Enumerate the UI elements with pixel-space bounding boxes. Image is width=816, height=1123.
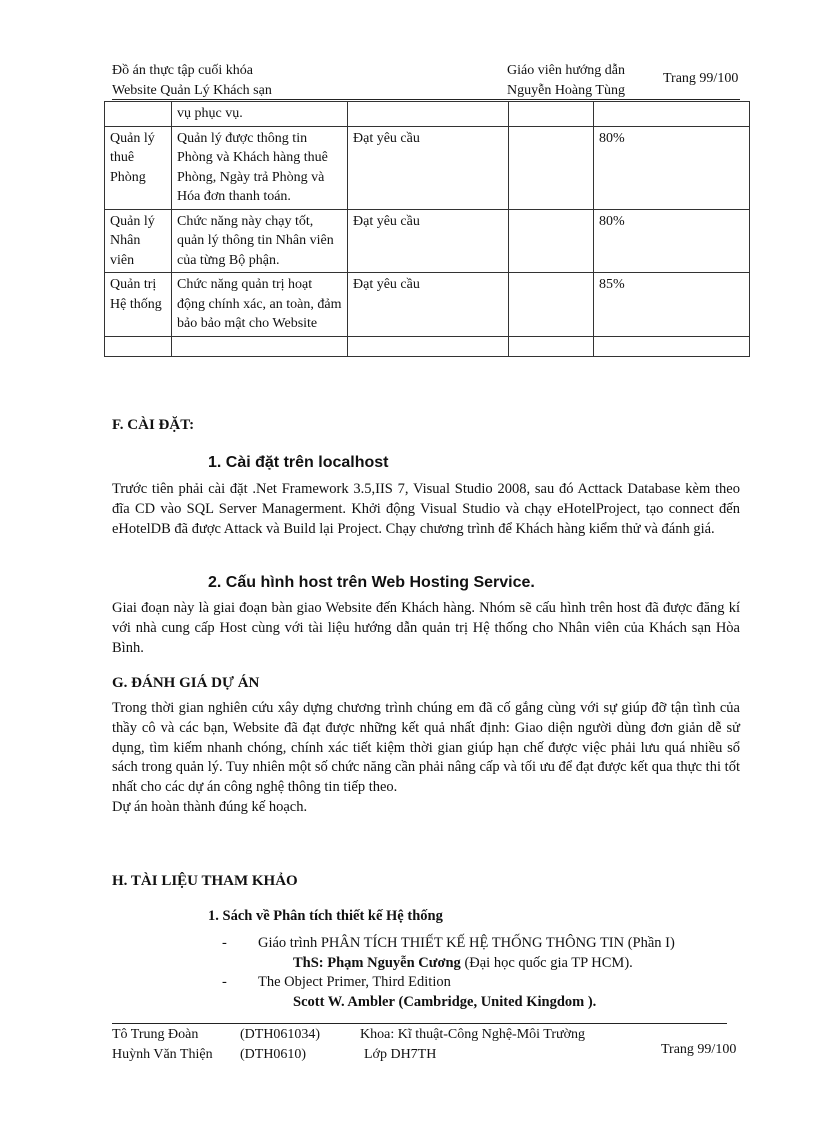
footer-student-2-name: Huỳnh Văn Thiện: [112, 1047, 213, 1062]
header-website-title: Website Quản Lý Khách sạn: [112, 83, 272, 98]
table-cell-note: [509, 209, 594, 273]
table-cell-note: [509, 126, 594, 209]
header-page-number: Trang 99/100: [663, 71, 739, 86]
table-row: [105, 209, 750, 273]
section-f-para1: Trước tiên phải cài đặt .Net Framework 3.5,IIS 7, Visual Studio 2008, sau đó Acttack Database kèm theo đĩa CD vào SQL Server Managerment. Khởi động Visual Studio và chạy eHotelProject, tạo connect đến eHotelDB đã được Attack và Build lại Project. Chạy chương trình để Khách hàng kiểm thử và đánh giá.: [112, 481, 740, 537]
table-cell-result: Đạt yêu cầu: [348, 126, 509, 209]
table-cell-note: [509, 273, 594, 337]
reference-1-source: (Đại học quốc gia TP HCM).: [464, 955, 633, 971]
reference-bullet: -: [222, 974, 227, 990]
section-h-title: H. TÀI LIỆU THAM KHẢO: [112, 873, 298, 889]
reference-bullet: -: [222, 935, 227, 951]
table-cell-percent: 85%: [594, 273, 750, 337]
footer-student-1-name: Tô Trung Đoàn: [112, 1027, 199, 1042]
section-g-para: Trong thời gian nghiên cứu xây dựng chương trình chúng em đã cố gắng cùng với sự giúp đỡ tận tình của thầy cô và các bạn, Website đã đạt được những kết quả nhất định: Giao diện người dùng đơn giản dễ sử dụng, tìm kiếm nhanh chóng, chính xác tiết kiệm thời gian giúp hạn chế được việc phải lưu quá nhiều sổ sách trong quản lý. Tuy nhiên một số chức năng cần phải nâng cấp và tối ưu để đạt được kết qua thực thi tốt nhất cho các dự án công nghệ thông tin tiếp theo.: [112, 700, 740, 796]
table-cell-description: Chức năng này chạy tốt, quản lý thông tin Nhân viên của từng Bộ phận.: [172, 209, 348, 273]
reference-2-source: (Cambridge, United Kingdom ).: [398, 994, 597, 1010]
table-row: [105, 102, 750, 127]
section-g-title: G. ĐÁNH GIÁ DỰ ÁN: [112, 675, 260, 691]
footer-faculty: Khoa: Kĩ thuật-Công Nghệ-Môi Trường: [360, 1027, 585, 1042]
table-row: [105, 273, 750, 337]
reference-1-author: ThS: Phạm Nguyễn Cương: [293, 955, 461, 971]
section-f-title: F. CÀI ĐẶT:: [112, 417, 195, 433]
section-g-conclusion: Dự án hoàn thành đúng kế hoạch.: [112, 799, 308, 815]
reference-1-author-line: [293, 953, 633, 973]
footer-divider: [112, 1023, 727, 1024]
table-cell-function: Quản trị Hệ thống: [105, 273, 172, 337]
results-table: [104, 101, 750, 357]
header-divider: [112, 99, 740, 100]
table-cell-percent: 80%: [594, 126, 750, 209]
footer-student-2-id: (DTH0610): [240, 1047, 307, 1062]
header-project-title: Đồ án thực tập cuối khóa: [112, 63, 253, 78]
reference-2-author: Scott W. Ambler: [293, 994, 395, 1010]
section-h-sub1: 1. Sách về Phân tích thiết kế Hệ thống: [208, 908, 443, 924]
section-f-sub2: 2. Cấu hình host trên Web Hosting Service.: [208, 574, 535, 591]
table-row-empty: [105, 336, 750, 356]
reference-2-title: The Object Primer, Third Edition: [258, 974, 451, 990]
table-cell-description: Chức năng quản trị hoạt động chính xác, an toàn, đảm bảo bảo mật cho Website: [172, 273, 348, 337]
header-advisor-name: Nguyễn Hoàng Tùng: [507, 83, 625, 98]
section-f-sub1: 1. Cài đặt trên localhost: [208, 454, 389, 471]
table-cell-function: Quản lý Nhân viên: [105, 209, 172, 273]
header-advisor-label: Giáo viên hướng dẫn: [507, 63, 626, 78]
footer-page-number: Trang 99/100: [661, 1042, 737, 1057]
section-f-para2: Giai đoạn này là giai đoạn bàn giao Website đến Khách hàng. Nhóm sẽ cấu hình trên host đã được đăng kí với nhà cung cấp Host cùng với tài liệu hướng dẫn quản trị Hệ thống cho Nhân viên của Khách sạn Hòa Bình.: [112, 600, 740, 656]
table-cell-result: Đạt yêu cầu: [348, 273, 509, 337]
table-cell-result: Đạt yêu cầu: [348, 209, 509, 273]
footer-student-1-id: (DTH061034): [240, 1027, 321, 1042]
reference-2-author-line: [293, 992, 596, 1012]
table-cell-function: Quản lý thuê Phòng: [105, 126, 172, 209]
table-cell-percent: 80%: [594, 209, 750, 273]
table-cell-description: vụ phục vụ.: [172, 102, 348, 127]
reference-1-title: Giáo trình PHÂN TÍCH THIẾT KẾ HỆ THỐNG THÔNG TIN (Phần I): [258, 935, 675, 951]
table-cell-description: Quản lý được thông tin Phòng và Khách hàng thuê Phòng, Ngày trả Phòng và Hóa đơn thanh toán.: [172, 126, 348, 209]
table-row: [105, 126, 750, 209]
footer-class: Lớp DH7TH: [364, 1047, 437, 1062]
